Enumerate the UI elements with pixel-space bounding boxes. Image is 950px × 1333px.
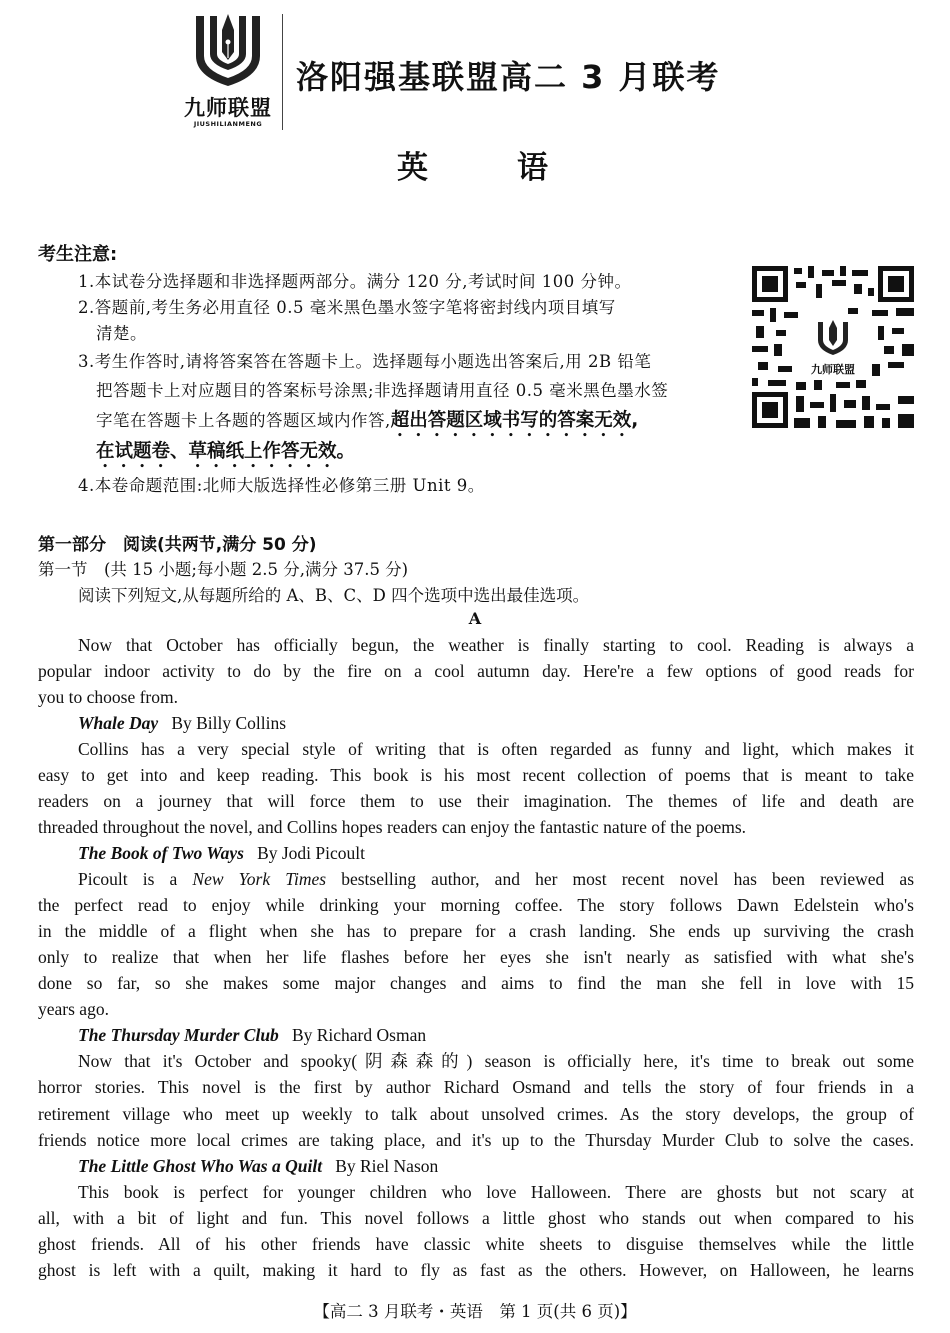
book-title: The Little Ghost Who Was a Quilt bbox=[78, 1156, 323, 1176]
book-author: By Billy Collins bbox=[171, 713, 287, 733]
passage-line: This book is perfect for younger children who love Halloween. There are ghosts but not scary at bbox=[78, 1182, 914, 1202]
book-heading bbox=[78, 843, 914, 865]
instruction: 阅读下列短文,从每题所给的 A、B、C、D 四个选项中选出最佳选项。 bbox=[78, 586, 590, 605]
logo-subtext: JIUSHILIANMENG bbox=[193, 120, 263, 128]
book-author: By Richard Osman bbox=[291, 1025, 427, 1045]
passage-line: the perfect read to enjoy while drinking your morning coffee. The story follows Dawn Edelstein who's bbox=[38, 895, 914, 915]
passage-line: you to choose from. bbox=[38, 687, 178, 707]
notice-item-3-cont3 bbox=[96, 437, 355, 472]
passage-text: Picoult is a bbox=[78, 869, 178, 889]
passage-line: years ago. bbox=[38, 999, 109, 1019]
notice-item-3-cont: 把答题卡上对应题目的答案标号涂黑;非选择题请用直径 0.5 毫米黑色墨水签 bbox=[96, 381, 669, 400]
book-title: The Thursday Murder Club bbox=[78, 1025, 279, 1045]
notice-emphasis: 在试题卷、草稿纸上作答无效。 bbox=[96, 441, 356, 462]
passage-text: bestselling author, and her most recent novel has been reviewed as bbox=[341, 869, 914, 889]
passage-line: retirement village who meet up weekly to talk about unsolved crimes. As the story develops, the group of bbox=[38, 1104, 914, 1124]
notice-heading: 考生注意: bbox=[38, 244, 118, 265]
logo bbox=[172, 12, 284, 130]
book-heading bbox=[78, 1025, 914, 1047]
passage-label: A bbox=[468, 609, 482, 628]
book-author: By Riel Nason bbox=[335, 1156, 439, 1176]
section-heading: 第一节 (共 15 小题;每小题 2.5 分,满分 37.5 分) bbox=[38, 560, 409, 579]
passage-line: friends notice more local crimes are taking place, and it's up to the Thursday Murder Club to solve the cases. bbox=[38, 1130, 914, 1150]
logo-divider bbox=[282, 14, 283, 130]
notice-item-4: 4.本卷命题范围:北师大版选择性必修第三册 Unit 9。 bbox=[78, 476, 485, 495]
passage-line: all, with a bit of light and fun. This novel follows a little ghost who stands out when compared to his bbox=[38, 1208, 914, 1228]
passage-line: Collins has a very special style of writing that is often regarded as funny and light, which makes it bbox=[78, 739, 914, 759]
passage-line: easy to get into and keep reading. This book is his most recent collection of poems that is meant to take bbox=[38, 765, 914, 785]
qr-code-icon bbox=[752, 266, 914, 428]
notice-item-2: 2.答题前,考生务必用直径 0.5 毫米黑色墨水签字笔将密封线内项目填写 bbox=[78, 298, 616, 317]
notice-text: 字笔在答题卡上各题的答题区域内作答, bbox=[96, 411, 391, 430]
book-title: Whale Day bbox=[78, 713, 159, 733]
book-heading bbox=[78, 1156, 914, 1178]
book-heading bbox=[78, 713, 914, 735]
notice-item-1: 1.本试卷分选择题和非选择题两部分。满分 120 分,考试时间 100 分钟。 bbox=[78, 272, 632, 291]
qr-code bbox=[752, 266, 914, 428]
subject-char: 英 bbox=[397, 150, 428, 186]
book-author: By Jodi Picoult bbox=[257, 843, 365, 863]
logo-text: 九师联盟 bbox=[184, 96, 272, 120]
passage-text-italic: New York Times bbox=[192, 869, 327, 889]
passage-line: ghost is left with a quilt, making it hard to fly as fast as the others. However, on Halloween, he learns bbox=[38, 1260, 914, 1280]
notice-emphasis: 超出答题区域书写的答案无效, bbox=[390, 410, 639, 431]
passage-line bbox=[78, 869, 914, 891]
subject-char: 语 bbox=[517, 150, 548, 186]
passage-line: readers on a journey that will force them to use their imagination. The themes of life and death are bbox=[38, 791, 914, 811]
book-title: The Book of Two Ways bbox=[78, 843, 244, 863]
passage-line: popular indoor activity to do by the fire on a cool autumn day. Here're a few options of good reads for bbox=[38, 661, 914, 681]
passage-line: horror stories. This novel is the first by author Richard Osmand and tells the story of four friends in a bbox=[38, 1077, 914, 1097]
passage-line: threaded throughout the novel, and Collins hopes readers can enjoy the fantastic nature of the poems. bbox=[38, 817, 747, 837]
subject-title bbox=[397, 142, 637, 187]
passage-line: Now that October has officially begun, the weather is finally starting to cool. Reading is always a bbox=[78, 635, 914, 655]
passage-line: only to realize that when her life flashes before her eyes she isn't nearly as satisfied with what she's bbox=[38, 947, 914, 967]
page-footer: 【高二 3 月联考・英语 第 1 页(共 6 页)】 bbox=[313, 1302, 637, 1321]
passage-line: ghost friends. All of his other friends have classic white sheets to disguise themselves while the little bbox=[38, 1234, 914, 1254]
passage-line: in the middle of a flight when she has to prepare for a crash landing. She ends up surviving the crash bbox=[38, 921, 914, 941]
qr-label: 九师联盟 bbox=[811, 363, 855, 376]
passage-line: Now that it's October and spooky(阴森森的) season is officially here, it's time to break out some bbox=[78, 1051, 914, 1071]
notice-item-2-cont: 清楚。 bbox=[96, 324, 147, 343]
notice-item-3: 3.考生作答时,请将答案答在答题卡上。选择题每小题选出答案后,用 2B 铅笔 bbox=[78, 352, 652, 371]
pen-nib-logo-icon bbox=[188, 12, 268, 92]
passage-line: done so far, so she makes some major changes and aims to find the man she fell in love with 15 bbox=[38, 973, 914, 993]
notice-item-3-cont2 bbox=[96, 406, 638, 441]
exam-title: 洛阳强基联盟高二 3 月联考 bbox=[296, 58, 721, 96]
part-heading: 第一部分 阅读(共两节,满分 50 分) bbox=[38, 535, 317, 555]
